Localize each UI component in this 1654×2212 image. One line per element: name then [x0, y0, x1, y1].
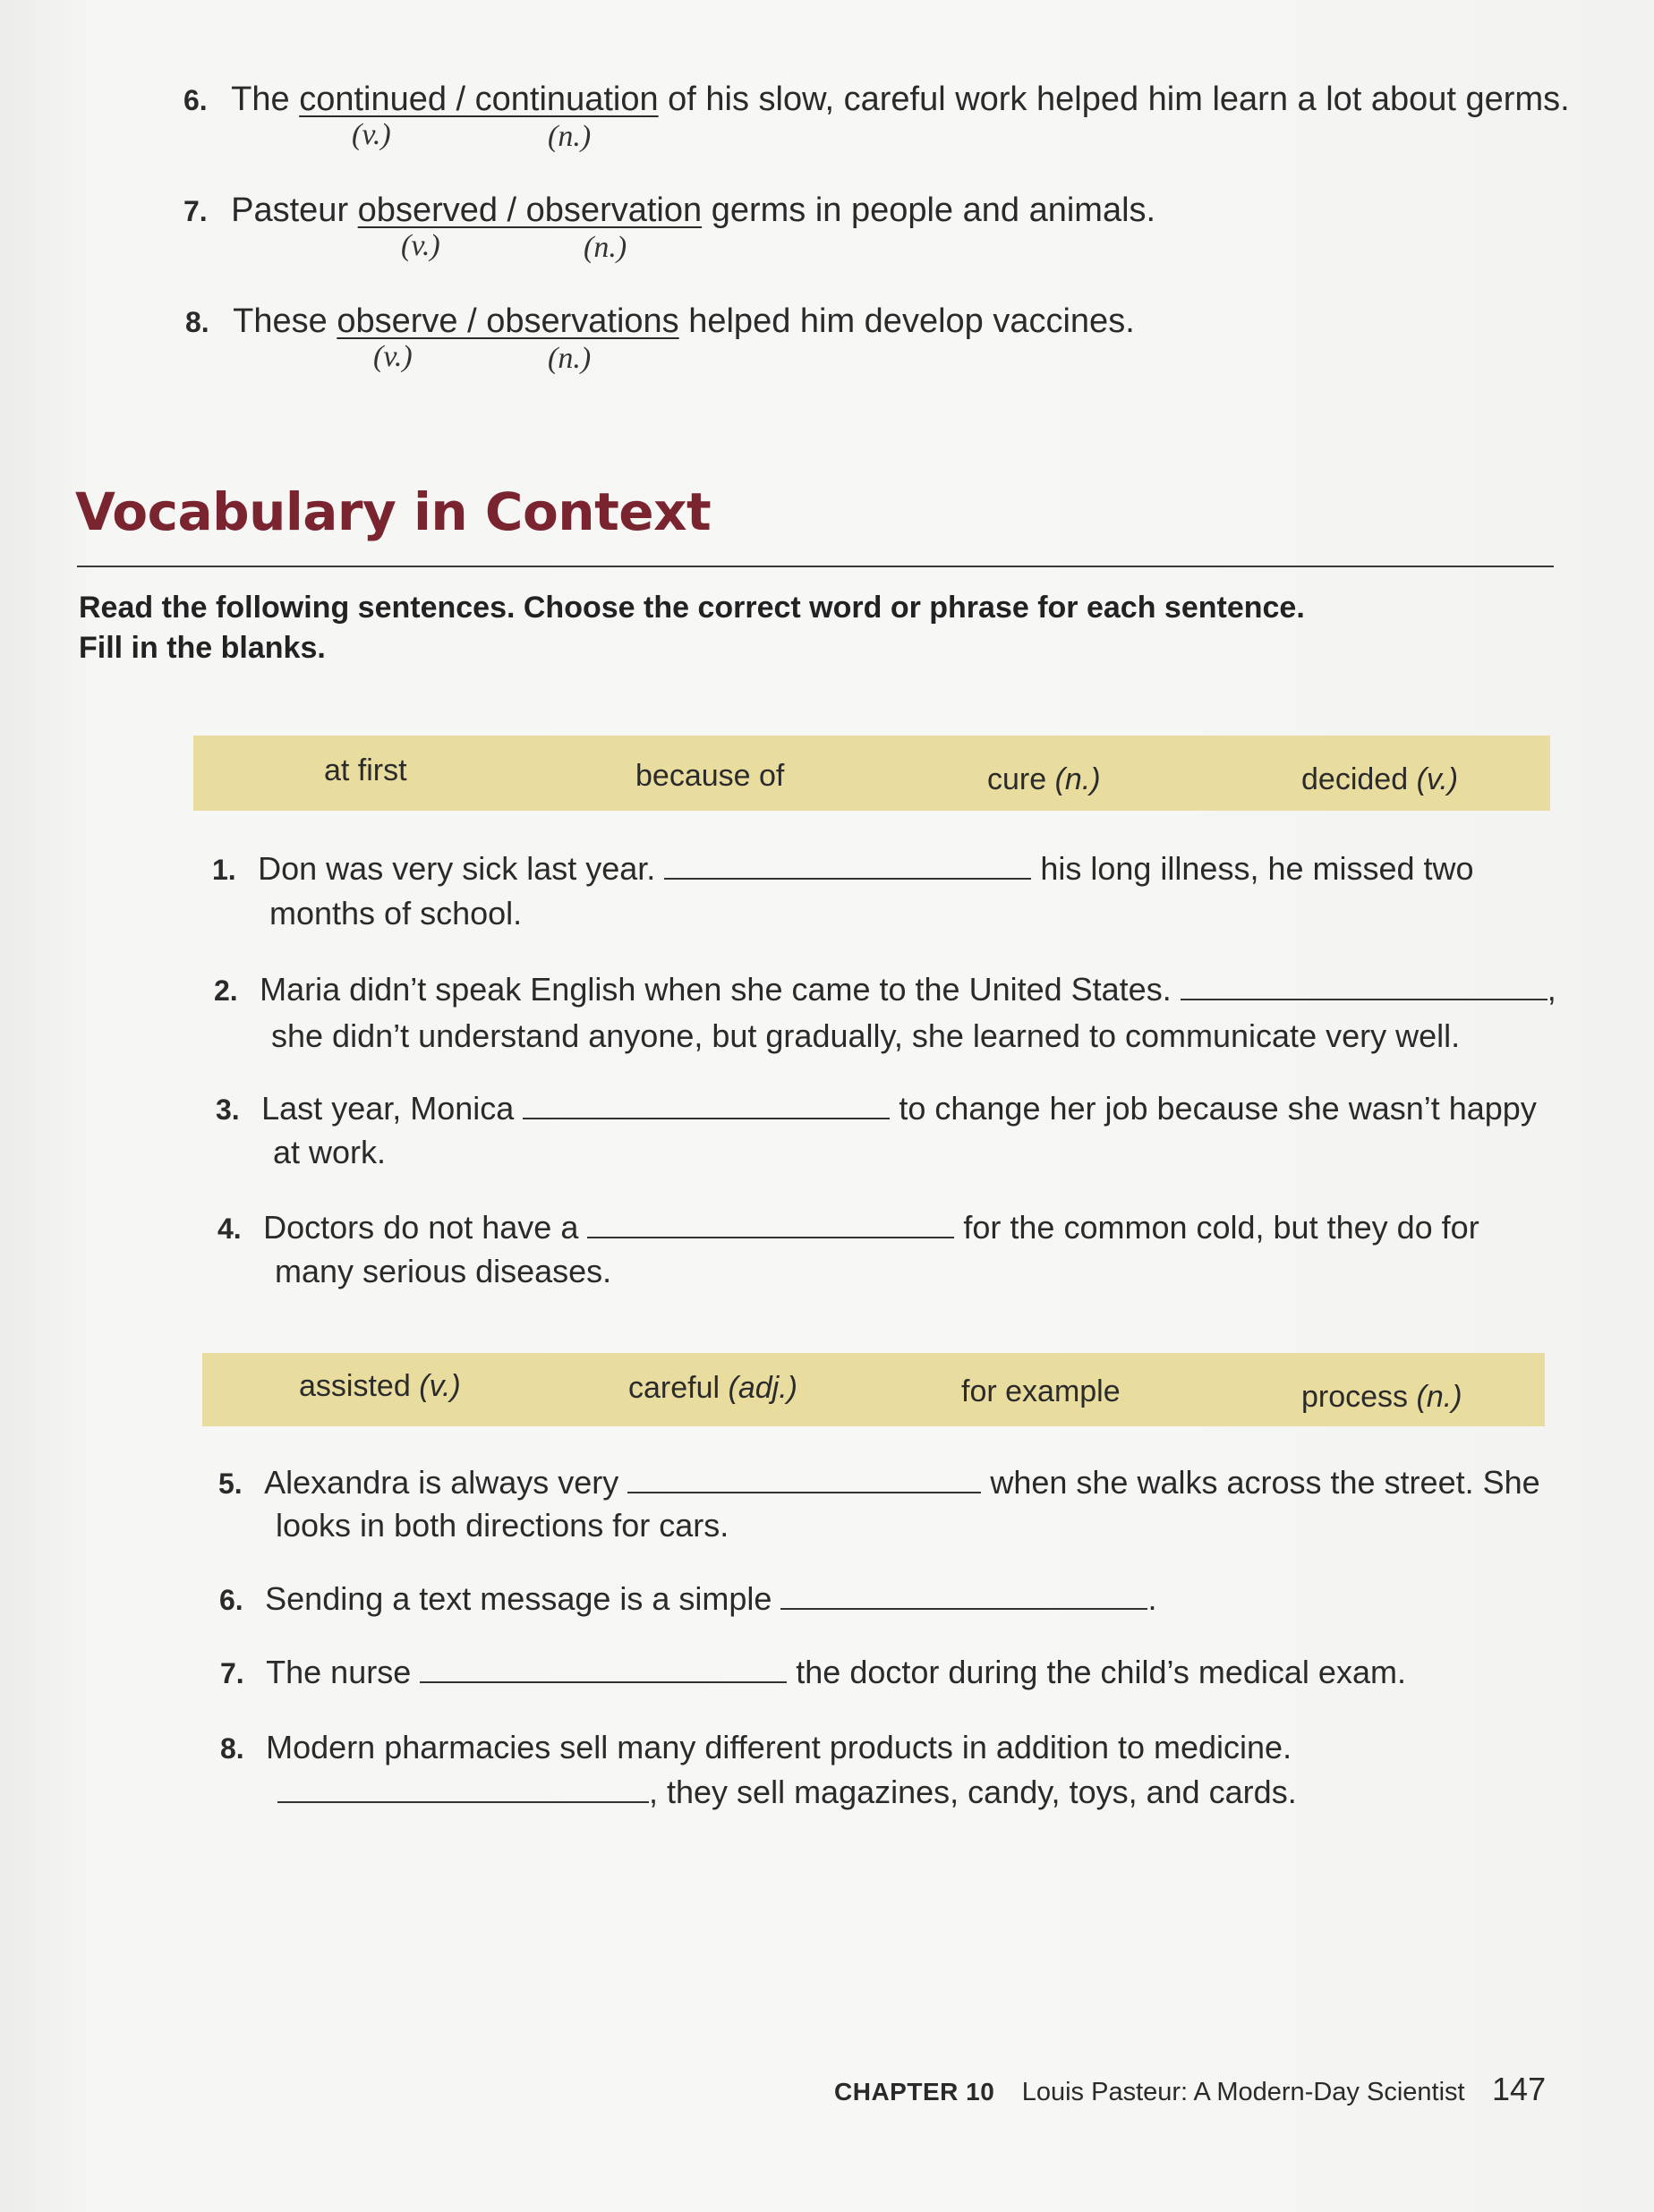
- sentence-continuation: at work.: [273, 1134, 387, 1170]
- item-number: 2.: [214, 974, 238, 1007]
- fill-in-item: [216, 1090, 1537, 1127]
- answer-blank[interactable]: [587, 1236, 954, 1238]
- sentence-end: helped him develop vaccines.: [688, 302, 1135, 340]
- word-bank-entry: at first: [324, 753, 407, 787]
- sentence-text: , they sell magazines, candy, toys, and cards.: [649, 1774, 1297, 1810]
- word-bank-entry: cure (n.): [987, 762, 1101, 796]
- word-bank-entry: assisted (v.): [299, 1369, 461, 1403]
- word-choice: continued / continuation: [299, 81, 659, 118]
- sentence-continuation: [277, 1774, 1297, 1811]
- pos-verb-label: (v.): [373, 340, 413, 373]
- fill-in-item: [220, 1729, 1292, 1766]
- page-footer: [834, 2071, 1546, 2108]
- sentence-continuation: many serious diseases.: [275, 1253, 612, 1289]
- item-number: 7.: [183, 195, 208, 227]
- sentence-text: Don was very sick last year.: [258, 850, 656, 887]
- sentence-text: The nurse: [266, 1654, 412, 1690]
- sentence-text: .: [1147, 1580, 1157, 1617]
- pos-verb-label: (v.): [352, 118, 391, 151]
- item-number: 5.: [218, 1468, 243, 1500]
- pos-verb-label: (v.): [401, 229, 440, 262]
- chapter-title: Louis Pasteur: A Modern-Day Scientist: [1021, 2078, 1465, 2106]
- sentence-start: Pasteur: [231, 191, 349, 229]
- page-number: 147: [1492, 2071, 1547, 2107]
- item-number: 3.: [216, 1093, 240, 1126]
- sentence-text: Maria didn’t speak English when she came to the United States.: [260, 971, 1172, 1008]
- item-number: 6.: [183, 84, 208, 116]
- section-title: Vocabulary in Context: [75, 481, 712, 542]
- answer-blank[interactable]: [1181, 998, 1547, 1000]
- item-number: 8.: [220, 1732, 244, 1765]
- answer-blank[interactable]: [523, 1117, 890, 1119]
- item-number: 8.: [185, 306, 209, 338]
- pos-noun-label: (n.): [548, 120, 592, 153]
- sentence-end: germs in people and animals.: [711, 191, 1156, 229]
- sentence-end: of his slow, careful work helped him learn a lot about germs.: [668, 81, 1570, 118]
- fill-in-item: [214, 971, 1556, 1008]
- fill-in-item: [217, 1209, 1479, 1246]
- fill-in-item: [220, 1654, 1406, 1691]
- sentence-text: Doctors do not have a: [263, 1209, 579, 1246]
- sentence-text: Last year, Monica: [261, 1090, 515, 1127]
- sentence-start: These: [233, 302, 328, 340]
- pos-noun-label: (n.): [584, 231, 627, 264]
- instructions-line-1: Read the following sentences. Choose the correct word or phrase for each sentence.: [79, 591, 1305, 625]
- sentence-start: The: [231, 81, 290, 118]
- instructions-line-2: Fill in the blanks.: [79, 631, 326, 665]
- answer-blank[interactable]: [420, 1680, 787, 1683]
- item-number: 6.: [219, 1584, 243, 1616]
- answer-blank[interactable]: [780, 1607, 1147, 1610]
- sentence-text: Modern pharmacies sell many different products in addition to medicine.: [266, 1729, 1292, 1765]
- answer-blank[interactable]: [664, 877, 1031, 880]
- sentence-text: when she walks across the street. She: [990, 1464, 1540, 1501]
- sentence-text: to change her job because she wasn’t happy: [899, 1090, 1537, 1127]
- fill-in-item: [212, 850, 1474, 888]
- section-divider: [77, 566, 1554, 567]
- sentence-continuation: she didn’t understand anyone, but gradually, she learned to communicate very well.: [271, 1017, 1461, 1054]
- word-bank-entry: careful (adj.): [628, 1371, 797, 1405]
- chapter-label: CHAPTER 10: [834, 2078, 995, 2106]
- word-bank-entry: because of: [635, 759, 785, 793]
- word-bank: [193, 736, 1550, 811]
- word-choice: observed / observation: [357, 191, 703, 229]
- choice-item: [183, 81, 1570, 119]
- item-number: 4.: [217, 1212, 242, 1245]
- pos-noun-label: (n.): [548, 342, 592, 375]
- choice-item: [185, 302, 1135, 341]
- sentence-text: his long illness, he missed two: [1040, 850, 1474, 887]
- item-number: 7.: [220, 1657, 244, 1689]
- sentence-text: ,: [1547, 971, 1556, 1008]
- fill-in-item: [219, 1580, 1156, 1618]
- word-bank-entry: process (n.): [1301, 1380, 1462, 1414]
- sentence-continuation: months of school.: [269, 895, 523, 932]
- word-bank-entry: decided (v.): [1301, 762, 1459, 796]
- word-choice: observe / observations: [337, 302, 679, 340]
- sentence-text: for the common cold, but they do for: [963, 1209, 1479, 1246]
- sentence-text: Sending a text message is a simple: [265, 1580, 772, 1617]
- answer-blank[interactable]: [277, 1800, 649, 1803]
- word-bank-entry: for example: [961, 1374, 1121, 1408]
- sentence-text: Alexandra is always very: [264, 1464, 619, 1501]
- choice-item: [183, 191, 1155, 230]
- word-bank: [202, 1353, 1545, 1426]
- fill-in-item: [218, 1464, 1540, 1502]
- sentence-text: the doctor during the child’s medical exam.: [796, 1654, 1406, 1690]
- answer-blank[interactable]: [627, 1491, 981, 1493]
- item-number: 1.: [212, 854, 236, 886]
- sentence-continuation: looks in both directions for cars.: [276, 1507, 729, 1544]
